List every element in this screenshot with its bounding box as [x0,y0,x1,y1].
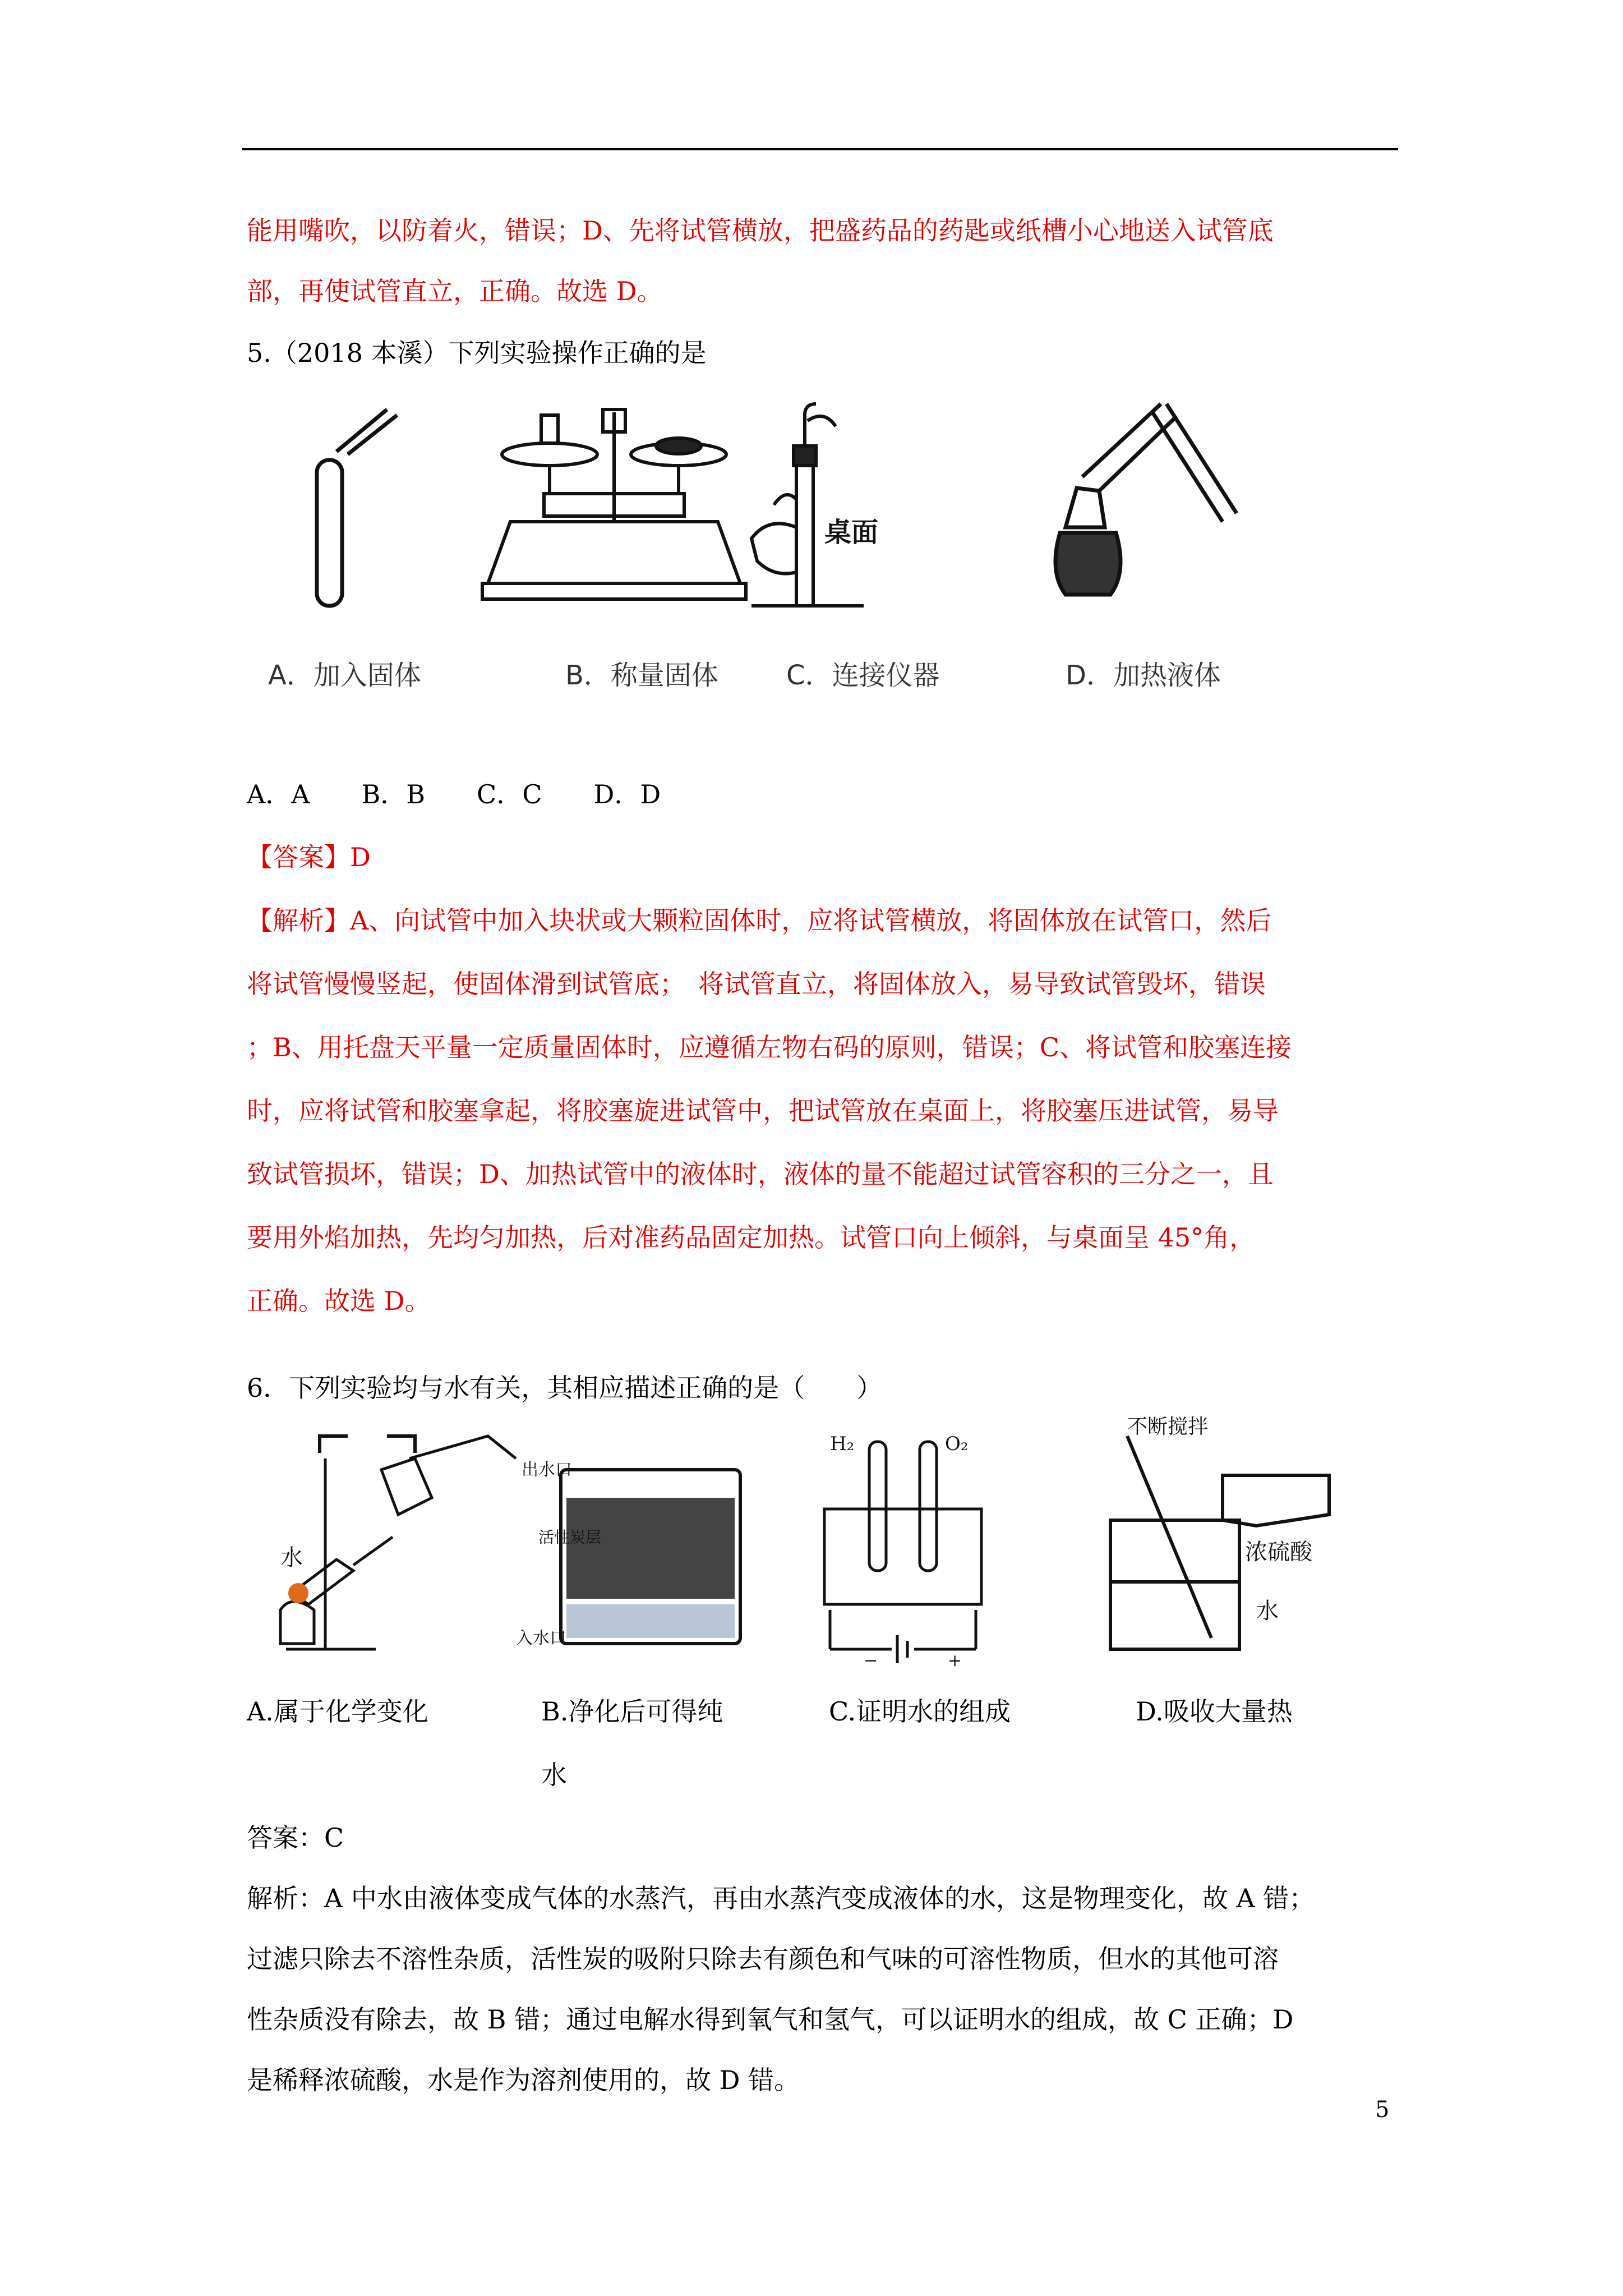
analysis-line: 时，应将试管和胶塞拿起，将胶塞旋进试管中，把试管放在桌面上，将胶塞压进试管，易导 [247,1096,1279,1126]
label-o2: O₂ [945,1433,969,1455]
label-stir: 不断搅拌 [1127,1415,1209,1438]
label-outlet: 出水口 [522,1460,572,1480]
analysis-line: 性杂质没有除去，故 B 错；通过电解水得到氧气和氢气，可以证明水的组成，故 C 正确；D [247,2004,1294,2035]
question-5-stem: 5.（2018 本溪）下列实验操作正确的是 [247,338,707,368]
label-inlet: 入水口 [516,1628,566,1648]
label-h2: H₂ [830,1433,855,1455]
analysis-line: 过滤只除去不溶性杂质，活性炭的吸附只除去有颜色和气味的可溶性物质，但水的其他可溶 [247,1944,1279,1974]
page-number: 5 [1375,2097,1390,2123]
figure-caption: B．称量固体 [565,660,718,691]
analysis-line: ；B、用托盘天平量一定质量固体时，应遵循左物右码的原则，错误；C、将试管和胶塞连接 [247,1032,1292,1062]
q6-figure-strip [247,1415,1368,1671]
label-acid: 浓硫酸 [1245,1539,1312,1565]
question-6-option-cont: 水 [541,1760,567,1790]
label-carbon: 活性炭层 [538,1528,602,1547]
question-6-option: B.净化后可得纯 [541,1696,723,1727]
label-plus: + [948,1651,962,1671]
analysis-line: 致试管损坏，错误；D、加热试管中的液体时，液体的量不能超过试管容积的三分之一，且 [247,1159,1274,1189]
header-rule [242,148,1398,150]
figure-caption: D．加热液体 [1066,660,1221,691]
carbon-layer [566,1498,735,1599]
analysis-line: 是稀释浓硫酸，水是作为溶剂使用的，故 D 错。 [247,2065,800,2095]
figure-a-distillation [280,1436,516,1649]
figure-c-connecting [751,404,864,606]
water-layer [566,1604,735,1638]
question-6-answer: 答案：C [247,1823,344,1853]
analysis-line: 将试管慢慢竖起，使固体滑到试管底； 将试管直立，将固体放入，易导致试管毁坏，错误 [247,969,1266,999]
figure-d-heating [1055,404,1237,595]
question-6-option: C.证明水的组成 [829,1696,1011,1727]
analysis-line: 【解析】A、向试管中加入块状或大颗粒固体时，应将试管横放，将固体放在试管口，然后 [247,905,1272,936]
question-6-stem: 6．下列实验均与水有关，其相应描述正确的是（ ） [247,1373,883,1403]
question-6-option: A.属于化学变化 [247,1696,428,1727]
analysis-line: 解析：A 中水由液体变成气体的水蒸汽，再由水蒸汽变成液体的水，这是物理变化，故 A 错； [247,1883,1315,1913]
flame [288,1583,308,1603]
question-6-option: D.吸收大量热 [1136,1696,1293,1727]
text-line: 能用嘴吹，以防着火，错误；D、先将试管横放，把盛药品的药匙或纸槽小心地送入试管底 [247,215,1274,246]
label-water2: 水 [1256,1598,1279,1624]
figure-caption: A．加入固体 [268,660,421,691]
text-line: 部，再使试管直立，正确。故选 D。 [247,276,663,306]
analysis-line: 正确。故选 D。 [247,1286,431,1316]
figure-a-test-tube [317,409,397,606]
figure-caption: C．连接仪器 [786,660,940,691]
figure-c-electrolysis [824,1442,981,1663]
label-minus: − [864,1651,878,1671]
analysis-line: 要用外焰加热，先均匀加热，后对准药品固定加热。试管口向上倾斜，与桌面呈 45°角， [247,1222,1256,1253]
figure-b-balance [482,409,746,599]
label-water: 水 [280,1545,303,1571]
q5-figure-strip [303,393,1279,628]
question-5-answer: 【答案】D [247,842,371,872]
desk-label: 桌面 [824,517,879,548]
question-5-choices: A．A B．B C．C D．D [247,779,661,809]
